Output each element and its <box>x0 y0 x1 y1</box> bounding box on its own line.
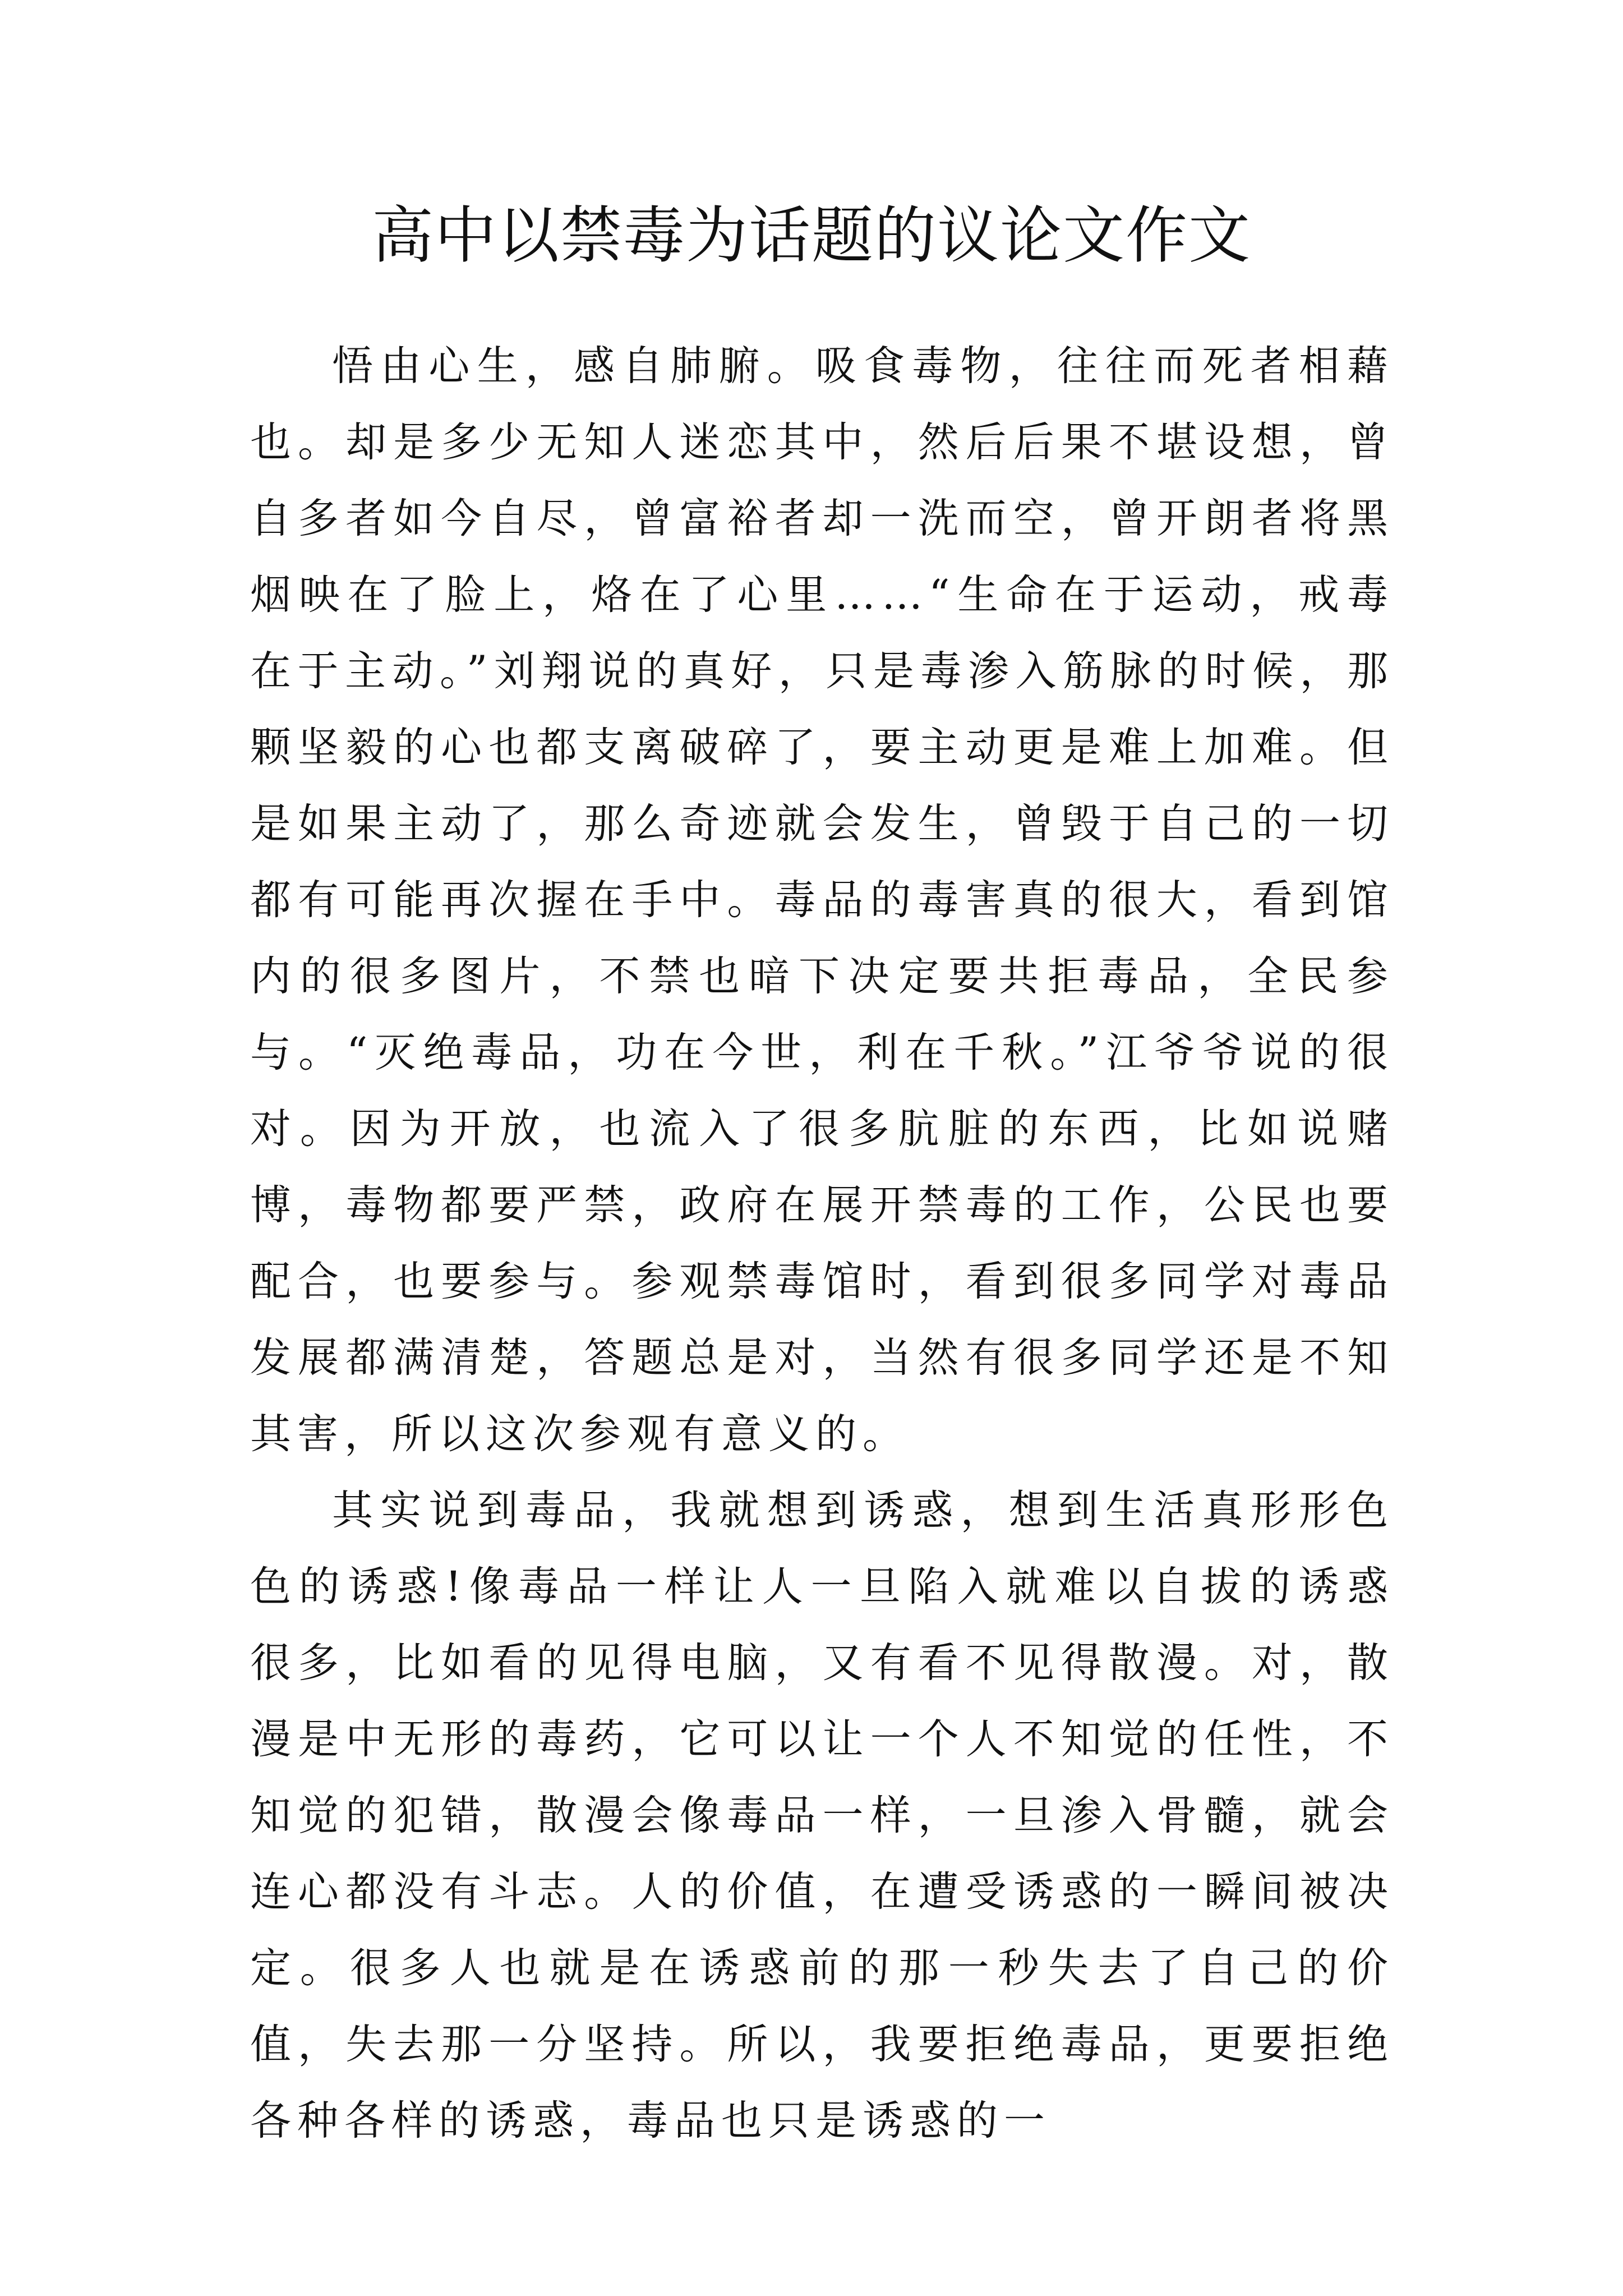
paragraph-1: 悟由心生，感自肺腑。吸食毒物，往往而死者相藉也。却是多少无知人迷恋其中，然后后果不堪设想，曾自多者如今自尽，曾富裕者却一洗而空，曾开朗者将黑烟映在了脸上，烙在了心里……“生命在于运动，戒毒在于主动。”刘翔说的真好，只是毒渗入筋脉的时候，那颗坚毅的心也都支离破碎了，要主动更是难上加难。但是如果主动了，那么奇迹就会发生，曾毁于自己的一切都有可能再次握在手中。毒品的毒害真的很大，看到馆内的很多图片，不禁也暗下决定要共拒毒品，全民参与。“灭绝毒品，功在今世，利在千秋。”江爷爷说的很对。因为开放，也流入了很多肮脏的东西，比如说赌博，毒物都要严禁，政府在展开禁毒的工作，公民也要配合，也要参与。参观禁毒馆时，看到很多同学对毒品发展都满清楚，答题总是对，当然有很多同学还是不知其害，所以这次参观有意义的。 <box>250 342 1394 1458</box>
paragraph-2: 其实说到毒品，我就想到诱惑，想到生活真形形色色的诱惑!像毒品一样让人一旦陷入就难以自拔的诱惑很多，比如看的见得电脑，又有看不见得散漫。对，散漫是中无形的毒药，它可以让一个人不知觉的任性，不知觉的犯错，散漫会像毒品一样，一旦渗入骨髓，就会连心都没有斗志。人的价值，在遭受诱惑的一瞬间被决定。很多人也就是在诱惑前的那一秒失去了自己的价值，失去那一分坚持。所以，我要拒绝毒品，更要拒绝各种各样的诱惑，毒品也只是诱惑的一 <box>250 1487 1394 2145</box>
article-body <box>250 328 1394 2159</box>
page-title: 高中以禁毒为话题的议论文作文 <box>372 200 1251 272</box>
